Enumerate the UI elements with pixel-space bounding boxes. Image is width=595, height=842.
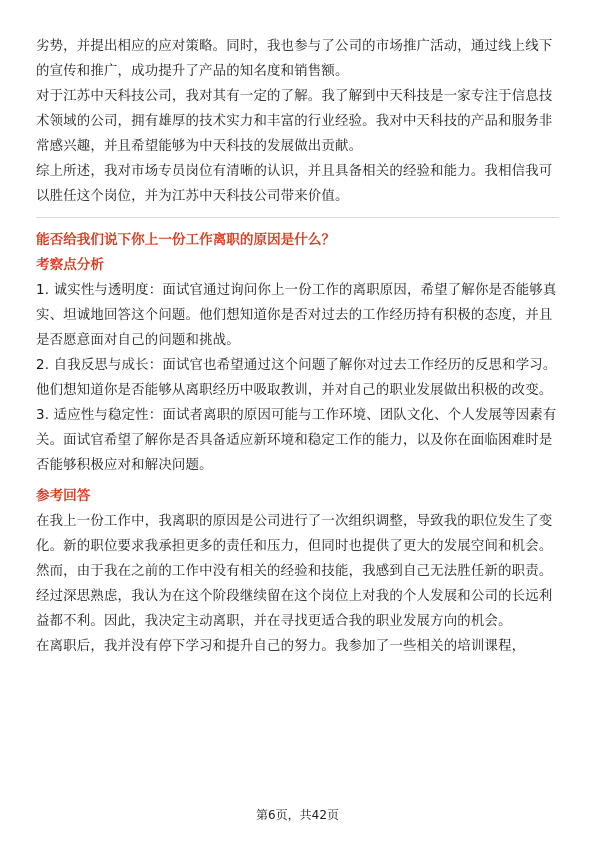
section-divider (36, 217, 559, 218)
page-number-footer: 第6页，共42页 (256, 808, 339, 822)
answer-paragraph-2: 在离职后，我并没有停下学习和提升自己的努力。我参加了一些相关的培训课程， (36, 639, 526, 654)
answer-heading: 参考回答 (36, 488, 91, 504)
answer-paragraph-1: 在我上一份工作中，我离职的原因是公司进行了一次组织调整，导致我的职位发生了变化。新的职位要求我承担更多的责任和压力，但同时也提供了更大的发展空间和机会。然而，由于我在之前的工作中没有相关的经验和技能，我感到自己无法胜任新的职责。经过深思熟虑，我认为在这个阶段继续留在这个岗位上对我的个人发展和公司的长远利益都不利。因此，我决定主动离职，并在寻找更适合我的职业发展方向的机会。 (36, 514, 553, 629)
analysis-item-3: 3. 适应性与稳定性：面试者离职的原因可能与工作环境、团队文化、个人发展等因素有关。面试官希望了解你是否具备适应新环境和稳定工作的能力，以及你在面临困难时是否能够积极应对和解决问题。 (36, 408, 557, 473)
question-heading: 能否给我们说下你上一份工作离职的原因是什么？ (36, 232, 336, 248)
intro-paragraph-3: 综上所述，我对市场专员岗位有清晰的认识，并且具备相关的经验和能力。我相信我可以胜任这个岗位，并为江苏中天科技公司带来价值。 (36, 164, 553, 204)
intro-paragraph-1: 劣势，并提出相应的应对策略。同时，我也参与了公司的市场推广活动，通过线上线下的宣传和推广，成功提升了产品的知名度和销售额。 (36, 39, 553, 79)
analysis-item-1: 1. 诚实性与透明度：面试官通过询问你上一份工作的离职原因，希望了解你是否能够真实、坦诚地回答这个问题。他们想知道你是否对过去的工作经历持有积极的态度，并且是否愿意面对自己的问题和挑战。 (36, 283, 557, 348)
analysis-heading: 考察点分析 (36, 257, 104, 273)
intro-paragraph-2: 对于江苏中天科技公司，我对其有一定的了解。我了解到中天科技是一家专注于信息技术领域的公司，拥有雄厚的技术实力和丰富的行业经验。我对中天科技的产品和服务非常感兴趣，并且希望能够为中天科技的发展做出贡献。 (36, 89, 553, 154)
analysis-item-2: 2. 自我反思与成长：面试官也希望通过这个问题了解你对过去工作经历的反思和学习。他们想知道你是否能够从离职经历中吸取教训，并对自己的职业发展做出积极的改变。 (36, 358, 557, 398)
